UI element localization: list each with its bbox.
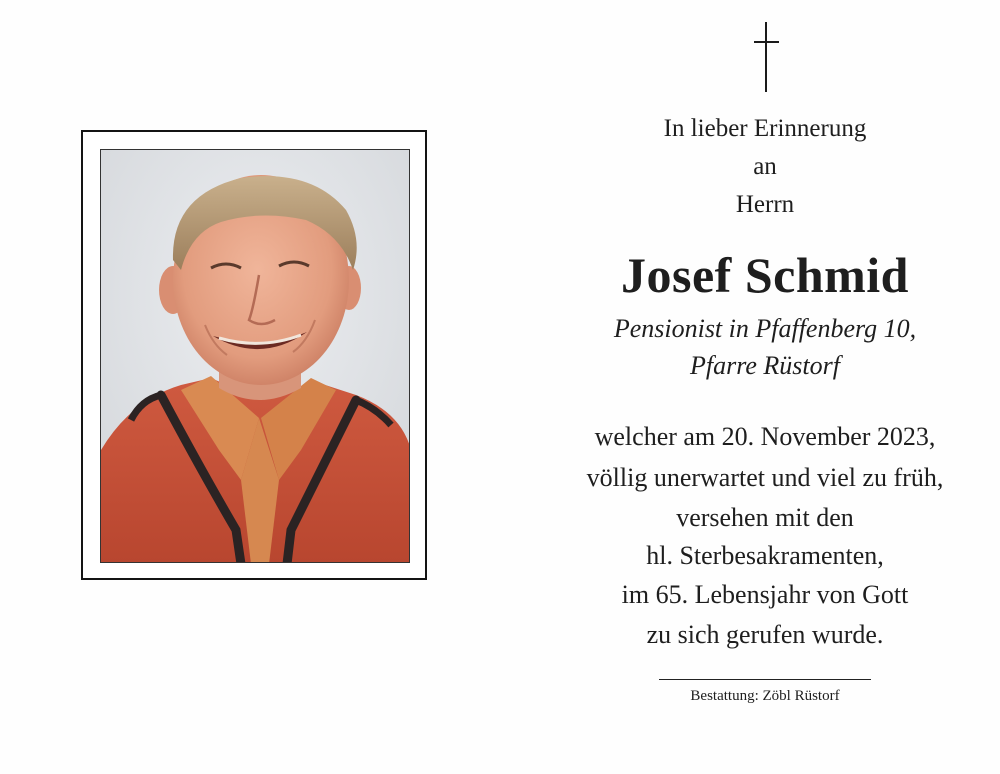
- deceased-name: Josef Schmid: [621, 247, 909, 303]
- portrait-photo: [100, 149, 410, 563]
- photo-frame: [81, 130, 427, 580]
- body-line-6: zu sich gerufen wurde.: [646, 620, 884, 649]
- latin-cross-icon: [748, 20, 788, 94]
- intro-line-3: Herrn: [735, 191, 795, 218]
- undertaker-credit: Bestattung: Zöbl Rüstorf: [690, 688, 840, 704]
- body-line-3: versehen mit den: [676, 503, 854, 532]
- divider-line: [659, 679, 871, 680]
- body-line-4: hl. Sterbesakramenten,: [646, 541, 884, 570]
- intro-line-2: an: [753, 153, 777, 180]
- intro-line-1: In lieber Erinnerung: [663, 115, 867, 142]
- body-line-5: im 65. Lebensjahr von Gott: [621, 580, 909, 609]
- subtitle-line-1: Pensionist in Pfaffenberg 10,: [613, 314, 917, 343]
- body-line-2: völlig unerwartet und viel zu früh,: [586, 463, 944, 492]
- subtitle-line-2: Pfarre Rüstorf: [690, 351, 840, 380]
- portrait-illustration: [101, 150, 410, 563]
- body-line-1: welcher am 20. November 2023,: [594, 422, 936, 451]
